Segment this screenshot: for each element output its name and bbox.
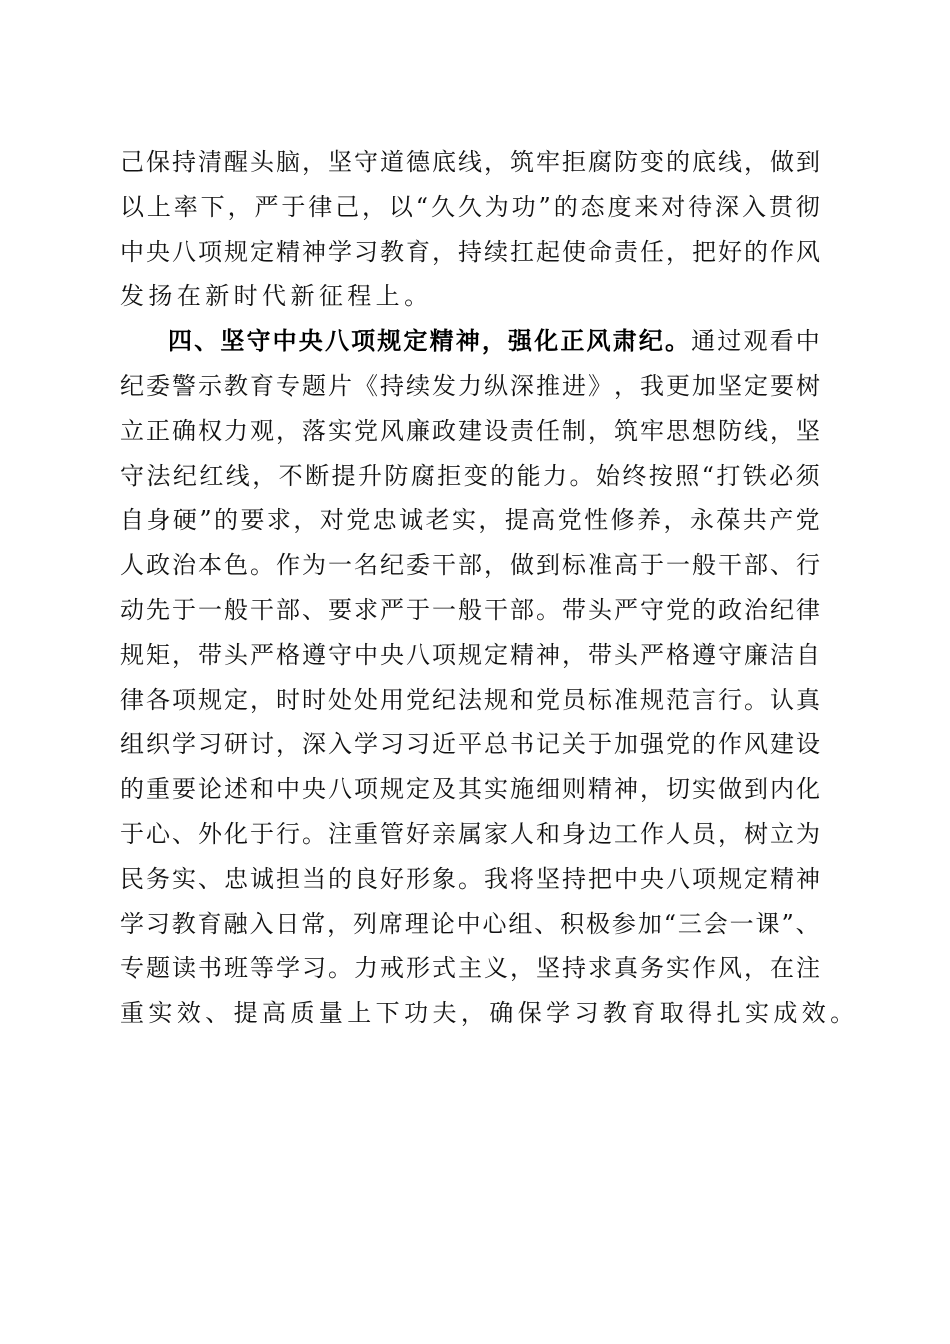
body-line: 人 政 治 本 色 。 作 为 一 名 纪 委 干 部 ， 做 到 标 准 高 于 一 般 干 部 、 行 xyxy=(120,551,820,580)
body-line: 自 身 硬 ” 的 要 求 ， 对 党 忠 诚 老 实 ， 提 高 党 性 修 养 ， 永 葆 共 产 党 xyxy=(120,506,820,535)
body-line: 动 先 于 一 般 干 部 、 要 求 严 于 一 般 干 部 。 带 头 严 守 党 的 政 治 纪 律 xyxy=(120,595,820,624)
heading-line: 四 、 坚 守 中 央 八 项 规 定 精 神 ， 强 化 正 风 肃 纪 。 通 过 观 看 中 xyxy=(168,327,820,356)
body-line: 规 矩 ， 带 头 严 格 遵 守 中 央 八 项 规 定 精 神 ， 带 头 严 格 遵 守 廉 洁 自 xyxy=(120,640,820,669)
body-line: 纪 委 警 示 教 育 专 题 片 《 持 续 发 力 纵 深 推 进 》 ， 我 更 加 坚 定 要 树 xyxy=(120,371,820,400)
body-line: 重 实 效 、 提 高 质 量 上 下 功 夫 ， 确 保 学 习 教 育 取 得 扎 实 成 效 。 xyxy=(120,999,859,1028)
document-body xyxy=(120,140,859,1036)
body-line: 立 正 确 权 力 观 ， 落 实 党 风 廉 政 建 设 责 任 制 ， 筑 牢 思 想 防 线 ， 坚 xyxy=(120,416,820,445)
body-line: 的 重 要 论 述 和 中 央 八 项 规 定 及 其 实 施 细 则 精 神 ， 切 实 做 到 内 化 xyxy=(120,775,820,804)
body-line: 以 上 率 下 ， 严 于 律 己 ， 以 “ 久 久 为 功 ” 的 态 度 来 对 待 深 入 贯 彻 xyxy=(120,192,820,221)
body-line: 学 习 教 育 融 入 日 常 ， 列 席 理 论 中 心 组 、 积 极 参 加 “ 三 会 一 课 ” 、 xyxy=(120,909,820,938)
body-line: 己 保 持 清 醒 头 脑 ， 坚 守 道 德 底 线 ， 筑 牢 拒 腐 防 变 的 底 线 ， 做 到 xyxy=(120,148,820,176)
body-line: 律 各 项 规 定 ， 时 时 处 处 用 党 纪 法 规 和 党 员 标 准 规 范 言 行 。 认 真 xyxy=(120,685,820,714)
body-line: 组 织 学 习 研 讨 ， 深 入 学 习 习 近 平 总 书 记 关 于 加 强 党 的 作 风 建 设 xyxy=(120,730,820,759)
body-line: 于 心 、 外 化 于 行 。 注 重 管 好 亲 属 家 人 和 身 边 工 作 人 员 ， 树 立 为 xyxy=(120,819,820,848)
body-line: 民 务 实 、 忠 诚 担 当 的 良 好 形 象 。 我 将 坚 持 把 中 央 八 项 规 定 精 神 xyxy=(120,864,820,893)
body-line: 守 法 纪 红 线 ， 不 断 提 升 防 腐 拒 变 的 能 力 。 始 终 按 照 “ 打 铁 必 须 xyxy=(120,461,820,490)
body-line: 专 题 读 书 班 等 学 习 。 力 戒 形 式 主 义 ， 坚 持 求 真 务 实 作 风 ， 在 注 xyxy=(120,954,820,983)
body-line: 中 央 八 项 规 定 精 神 学 习 教 育 ， 持 续 扛 起 使 命 责 任 ， 把 好 的 作 风 xyxy=(120,237,820,266)
body-line: 发 扬 在 新 时 代 新 征 程 上 。 xyxy=(120,282,433,311)
